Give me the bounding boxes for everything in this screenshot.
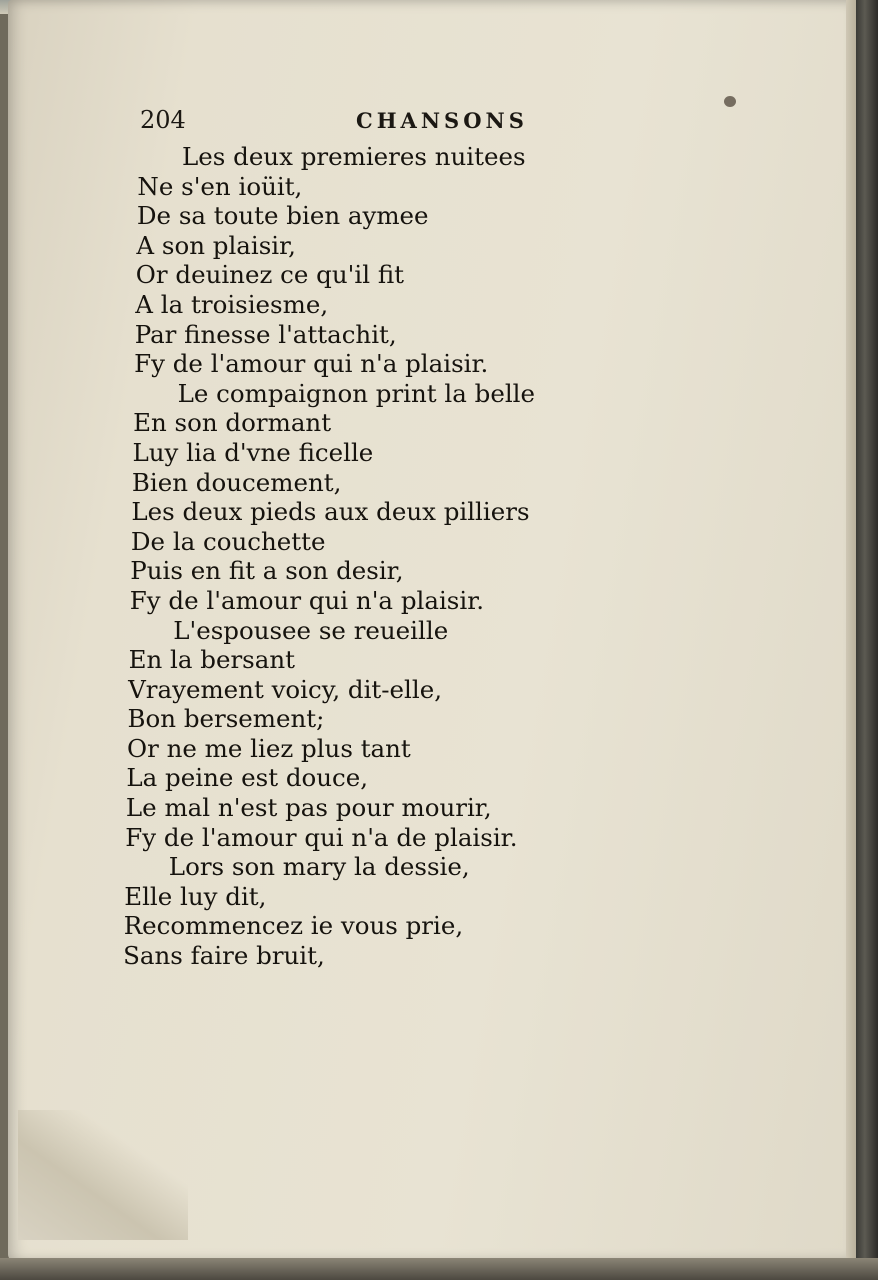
page-header: [140, 106, 580, 140]
verse-line: Lors son mary la dessie,: [168, 852, 470, 882]
verse-line: Recommencez ie vous prie,: [123, 911, 464, 941]
verse-line: Luy lia d'vne ficelle: [132, 437, 374, 467]
ink-spot: [724, 96, 736, 107]
verse-line: L'espousee se reueille: [173, 615, 449, 645]
book-spine: [856, 0, 878, 1280]
verse-line: Puis en fit a son desir,: [130, 556, 404, 586]
verse-line: Le compaignon print la belle: [177, 378, 535, 408]
verse-line: Ne s'en ioüit,: [137, 171, 303, 201]
verse-line: La peine est douce,: [126, 763, 369, 793]
verse-line: Fy de l'amour qui n'a plaisir.: [134, 349, 489, 379]
verse-line: De la couchette: [130, 526, 326, 556]
song-text: [112, 142, 612, 971]
verse-line: De sa toute bien aymee: [136, 201, 429, 231]
verse-line: Les deux pieds aux deux pilliers: [131, 497, 530, 527]
verse-line: Le mal n'est pas pour mourir,: [125, 793, 492, 823]
verse-line: Elle luy dit,: [124, 881, 267, 911]
verse-line: Par finesse l'attachit,: [134, 319, 397, 349]
verse-line: Bon bersement;: [127, 704, 325, 734]
worn-corner: [18, 1110, 188, 1240]
verse-line: Fy de l'amour qui n'a de plaisir.: [125, 822, 518, 852]
verse-line: Bien doucement,: [131, 467, 342, 497]
verse-line: A son plaisir,: [136, 230, 296, 260]
verse-line: Fy de l'amour qui n'a plaisir.: [129, 585, 485, 615]
verse-line: Les deux premieres nuitees: [182, 142, 526, 171]
verse-line: Vrayement voicy, dit-elle,: [128, 674, 442, 704]
verse-line: En la bersant: [128, 645, 295, 675]
verse-line: Sans faire bruit,: [123, 941, 325, 971]
page-bottom-edge: [0, 1258, 878, 1280]
verse-line: En son dormant: [133, 408, 332, 438]
verse-line: A la troisiesme,: [135, 289, 329, 319]
page-gutter: [846, 0, 856, 1262]
verse-line: Or deuinez ce qu'il fit: [135, 260, 405, 290]
page-number: 204: [140, 106, 186, 134]
running-title: CHANSONS: [356, 108, 528, 133]
verse-line: Or ne me liez plus tant: [127, 733, 411, 763]
